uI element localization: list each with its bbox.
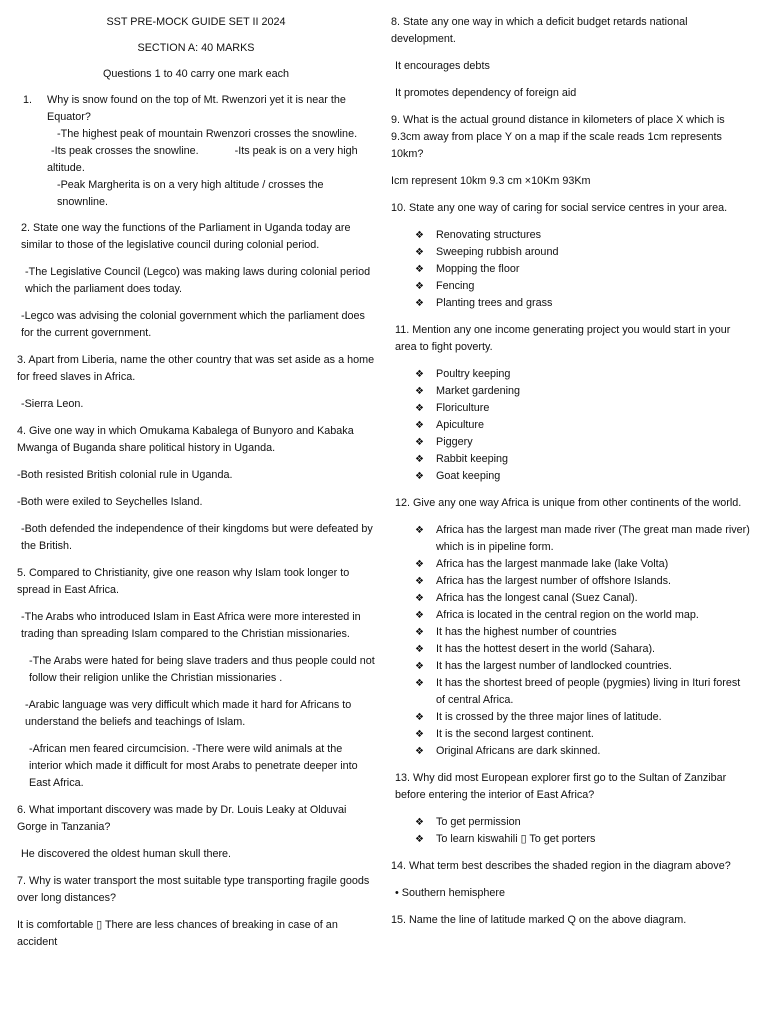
diamond-bullet-icon: ❖ (415, 437, 424, 448)
diamond-bullet-icon: ❖ (415, 627, 424, 638)
list-item-text: It is the second largest continent. (436, 728, 594, 740)
answer-list-q10 (391, 227, 751, 312)
answer-text (47, 143, 375, 177)
list-item-text: Africa has the largest man made river (The great man made river) which is in pipeline form. (436, 524, 750, 553)
question-4: 4. Give one way in which Omukama Kabalega of Bunyoro and Kabaka Mwanga of Buganda share political history in Uganda. (17, 425, 354, 454)
list-item-text: To learn kiswahili ▯ To get porters (436, 833, 596, 845)
diamond-bullet-icon: ❖ (415, 264, 424, 275)
diamond-bullet-icon: ❖ (415, 369, 424, 380)
list-item (415, 295, 751, 312)
list-item (415, 244, 751, 261)
list-item (415, 261, 751, 278)
answer-text: -Sierra Leon. (21, 398, 84, 410)
list-item (415, 590, 751, 607)
answer-list-q13 (391, 814, 751, 848)
answer-text: He discovered the oldest human skull there. (21, 848, 232, 860)
list-item-text: Floriculture (436, 402, 490, 414)
list-item-text: It has the highest number of countries (436, 626, 617, 638)
list-item-text: Mopping the floor (436, 263, 520, 275)
document-title: SST PRE-MOCK GUIDE SET II 2024 (106, 16, 286, 28)
question-14: 14. What term best describes the shaded region in the diagram above? (391, 860, 731, 872)
answer-text: -The highest peak of mountain Rwenzori crosses the snowline. (57, 128, 358, 140)
list-item (415, 641, 751, 658)
list-item (415, 709, 751, 726)
diamond-bullet-icon: ❖ (415, 746, 424, 757)
list-item (415, 658, 751, 675)
diamond-bullet-icon: ❖ (415, 247, 424, 258)
list-item-text: Apiculture (436, 419, 485, 431)
question-13: 13. Why did most European explorer first go to the Sultan of Zanzibar before entering the interior of East Africa? (395, 772, 727, 801)
list-item (415, 278, 751, 295)
list-item-text: Renovating structures (436, 229, 542, 241)
list-item-text: Africa has the largest number of offshore Islands. (436, 575, 672, 587)
question-11: 11. Mention any one income generating project you would start in your area to fight poverty. (395, 324, 731, 353)
answer-text: It promotes dependency of foreign aid (395, 87, 577, 99)
answer-text: -Peak Margherita is on a very high altitude / crosses the snownline. (57, 179, 324, 208)
list-item-text: Sweeping rubbish around (436, 246, 559, 258)
list-item-text: Poultry keeping (436, 368, 511, 380)
answer-text: -The Arabs who introduced Islam in East Africa were more interested in trading than spreading Islam compared to the Christian missionaries. (21, 611, 361, 640)
question-text: Why is snow found on the top of Mt. Rwenzori yet it is near the Equator? (47, 94, 346, 123)
list-item-text: Africa has the longest canal (Suez Canal). (436, 592, 638, 604)
answer-text: • Southern hemisphere (395, 887, 506, 899)
answer-text: -Legco was advising the colonial government which the parliament does for the current government. (21, 310, 365, 339)
list-item (415, 400, 751, 417)
answer-text: It encourages debts (395, 60, 490, 72)
diamond-bullet-icon: ❖ (415, 420, 424, 431)
left-column (17, 14, 375, 961)
diamond-bullet-icon: ❖ (415, 525, 424, 536)
diamond-bullet-icon: ❖ (415, 817, 424, 828)
list-item (415, 831, 751, 848)
list-item-text: Rabbit keeping (436, 453, 509, 465)
question-1 (17, 92, 375, 211)
diamond-bullet-icon: ❖ (415, 230, 424, 241)
list-item-text: Planting trees and grass (436, 297, 553, 309)
list-item-text: To get permission (436, 816, 521, 828)
diamond-bullet-icon: ❖ (415, 454, 424, 465)
section-heading: SECTION A: 40 MARKS (137, 42, 255, 54)
list-item-text: Piggery (436, 436, 473, 448)
list-item-text: Africa is located in the central region on the world map. (436, 609, 699, 621)
answer-list-q11 (391, 366, 751, 485)
diamond-bullet-icon: ❖ (415, 729, 424, 740)
diamond-bullet-icon: ❖ (415, 386, 424, 397)
answer-text-a: -Its peak crosses the snowline. (51, 145, 199, 157)
list-item-text: Africa has the largest manmade lake (lake Volta) (436, 558, 669, 570)
list-item (415, 366, 751, 383)
answer-list-q12 (391, 522, 751, 760)
diamond-bullet-icon: ❖ (415, 471, 424, 482)
list-item-text: It has the shortest breed of people (pygmies) living in Ituri forest of central Africa. (436, 677, 741, 706)
list-item-text: Goat keeping (436, 470, 501, 482)
list-item (415, 468, 751, 485)
list-item-text: It has the largest number of landlocked countries. (436, 660, 672, 672)
diamond-bullet-icon: ❖ (415, 834, 424, 845)
list-item-text: Original Africans are dark skinned. (436, 745, 601, 757)
answer-text: -Arabic language was very difficult which made it hard for Africans to understand the beliefs and teachings of Islam. (25, 699, 352, 728)
question-12: 12. Give any one way Africa is unique from other continents of the world. (395, 497, 742, 509)
list-item (415, 675, 751, 709)
diamond-bullet-icon: ❖ (415, 593, 424, 604)
diamond-bullet-icon: ❖ (415, 559, 424, 570)
diamond-bullet-icon: ❖ (415, 661, 424, 672)
diamond-bullet-icon: ❖ (415, 298, 424, 309)
diamond-bullet-icon: ❖ (415, 281, 424, 292)
answer-text: Icm represent 10km 9.3 cm ×10Km 93Km (391, 175, 591, 187)
question-6: 6. What important discovery was made by Dr. Louis Leaky at Olduvai Gorge in Tanzania? (17, 804, 347, 833)
answer-text: -Both defended the independence of their kingdoms but were defeated by the British. (21, 523, 373, 552)
list-item (415, 726, 751, 743)
answer-text: It is comfortable ▯ There are less chances of breaking in case of an accident (17, 919, 338, 948)
answer-text: -The Legislative Council (Legco) was making laws during colonial period which the parliament does today. (25, 266, 371, 295)
list-item-text: It has the hottest desert in the world (Sahara). (436, 643, 656, 655)
answer-text: -The Arabs were hated for being slave traders and thus people could not follow their religion unlike the Christian missionaries . (29, 655, 375, 684)
list-item-text: It is crossed by the three major lines of latitude. (436, 711, 662, 723)
list-item-text: Fencing (436, 280, 475, 292)
list-item (415, 814, 751, 831)
question-number: 1. (23, 94, 33, 106)
diamond-bullet-icon: ❖ (415, 576, 424, 587)
question-7: 7. Why is water transport the most suitable type transporting fragile goods over long distances? (17, 875, 370, 904)
list-item (415, 434, 751, 451)
question-9: 9. What is the actual ground distance in kilometers of place X which is 9.3cm away from place Y on a map if the scale reads 1cm represents 10km? (391, 114, 725, 160)
diamond-bullet-icon: ❖ (415, 644, 424, 655)
right-column (391, 14, 751, 939)
list-item (415, 383, 751, 400)
list-item (415, 743, 751, 760)
list-item (415, 573, 751, 590)
answer-text: -African men feared circumcision. -There were wild animals at the interior which made it difficult for most Arabs to penetrate deeper into East Africa. (29, 743, 358, 789)
question-15: 15. Name the line of latitude marked Q on the above diagram. (391, 914, 687, 926)
list-item (415, 451, 751, 468)
list-item-text: Market gardening (436, 385, 521, 397)
diamond-bullet-icon: ❖ (415, 403, 424, 414)
answer-text: -Both were exiled to Seychelles Island. (17, 496, 203, 508)
list-item (415, 522, 751, 556)
list-item (415, 607, 751, 624)
question-3: 3. Apart from Liberia, name the other country that was set aside as a home for freed slaves in Africa. (17, 354, 375, 383)
list-item (415, 624, 751, 641)
question-5: 5. Compared to Christianity, give one reason why Islam took longer to spread in East Africa. (17, 567, 350, 596)
diamond-bullet-icon: ❖ (415, 610, 424, 621)
diamond-bullet-icon: ❖ (415, 712, 424, 723)
section-instruction: Questions 1 to 40 carry one mark each (102, 68, 290, 80)
list-item (415, 417, 751, 434)
list-item (415, 227, 751, 244)
question-8: 8. State any one way in which a deficit budget retards national development. (391, 16, 688, 45)
question-10: 10. State any one way of caring for social service centres in your area. (391, 202, 728, 214)
answer-text-b: -Its peak is on a very high altitude. (47, 145, 358, 174)
question-2: 2. State one way the functions of the Parliament in Uganda today are similar to those of the legislative council during colonial period. (21, 222, 351, 251)
list-item (415, 556, 751, 573)
answer-text: -Both resisted British colonial rule in Uganda. (17, 469, 233, 481)
diamond-bullet-icon: ❖ (415, 678, 424, 689)
